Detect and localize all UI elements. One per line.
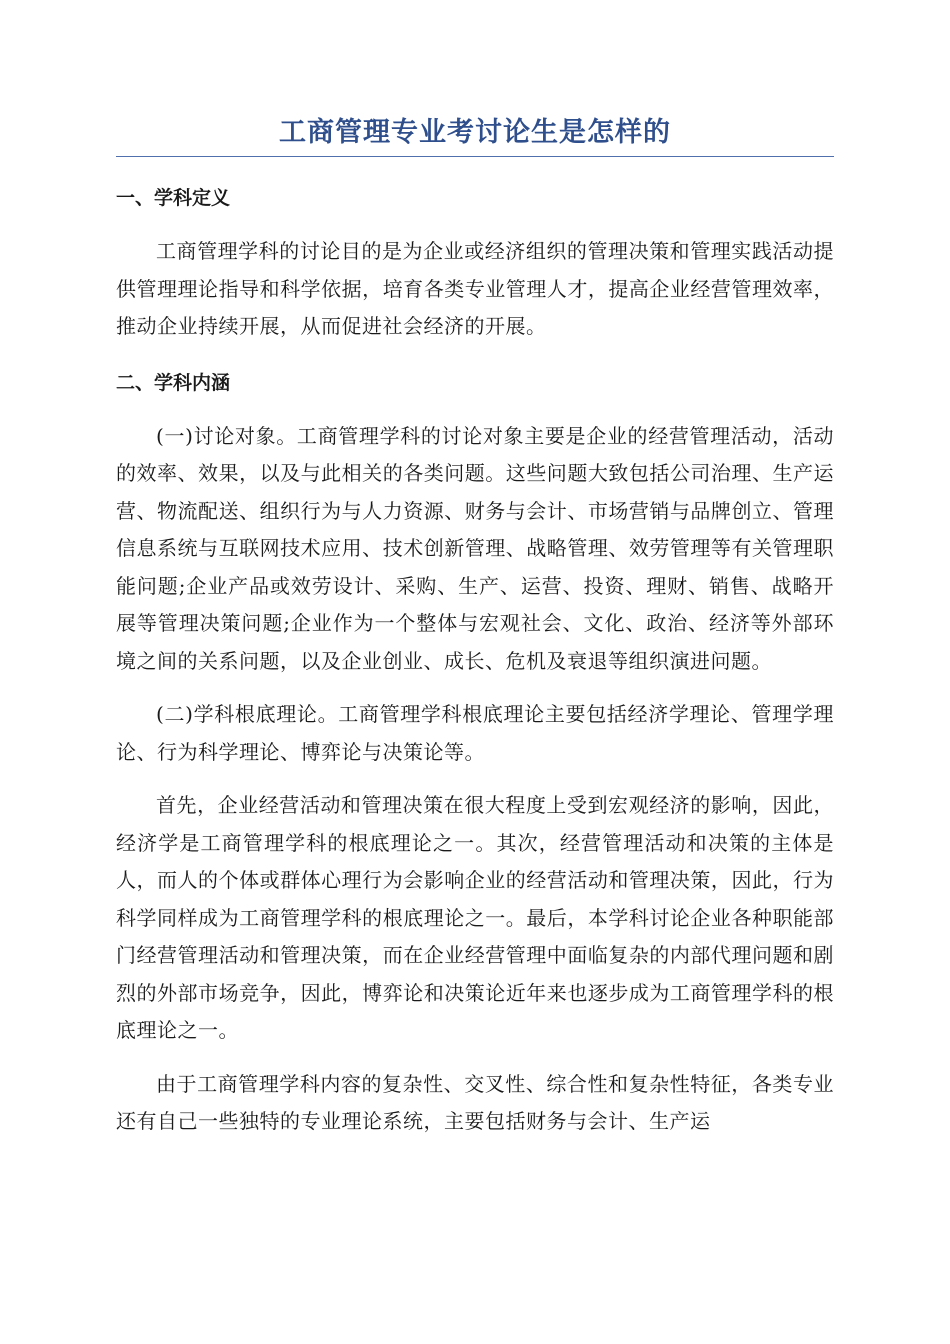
section-heading-definition: 一、学科定义 — [116, 187, 231, 209]
document-page — [116, 112, 834, 1141]
section-heading-connotation: 二、学科内涵 — [116, 371, 231, 394]
paragraph-research-object: (一)讨论对象。工商管理学科的讨论对象主要是企业的经营管理活动，活动的效率、效果，以及与此相关的各类问题。这些问题大致包括公司治理、生产运营、物流配送、组织行为与人力资源、财务与会计、市场营销与品牌创立、管理信息系统与互联网技术应用、技术创新管理、战略管理、效劳管理等有关管理职能问题;企业产品或效劳设计、采购、生产、运营、投资、理财、销售、战略开展等管理决策问题;企业作为一个整体与宏观社会、文化、政治、经济等外部环境之间的关系问题，以及企业创业、成长、危机及衰退等组织演进问题。 — [116, 423, 834, 673]
document-title: 工商管理专业考讨论生是怎样的 — [116, 112, 834, 157]
paragraph-specialized-theory: 由于工商管理学科内容的复杂性、交叉性、综合性和复杂性特征，各类专业还有自己一些独特的专业理论系统，主要包括财务与会计、生产运 — [116, 1071, 834, 1133]
paragraph-definition: 工商管理学科的讨论目的是为企业或经济组织的管理决策和管理实践活动提供管理理论指导和科学依据，培育各类专业管理人才，提高企业经营管理效率，推动企业持续开展，从而促进社会经济的开展。 — [116, 239, 834, 338]
paragraph-basic-theory: (二)学科根底理论。工商管理学科根底理论主要包括经济学理论、管理学理论、行为科学理论、博弈论与决策论等。 — [116, 702, 834, 764]
paragraph-theory-explanation: 首先，企业经营活动和管理决策在很大程度上受到宏观经济的影响，因此，经济学是工商管理学科的根底理论之一。其次，经营管理活动和决策的主体是人，而人的个体或群体心理行为会影响企业的经营活动和管理决策，因此，行为科学同样成为工商管理学科的根底理论之一。最后，本学科讨论企业各种职能部门经营管理活动和管理决策，而在企业经营管理中面临复杂的内部代理问题和剧烈的外部市场竞争，因此，博弈论和决策论近年来也逐步成为工商管理学科的根底理论之一。 — [116, 793, 834, 1042]
